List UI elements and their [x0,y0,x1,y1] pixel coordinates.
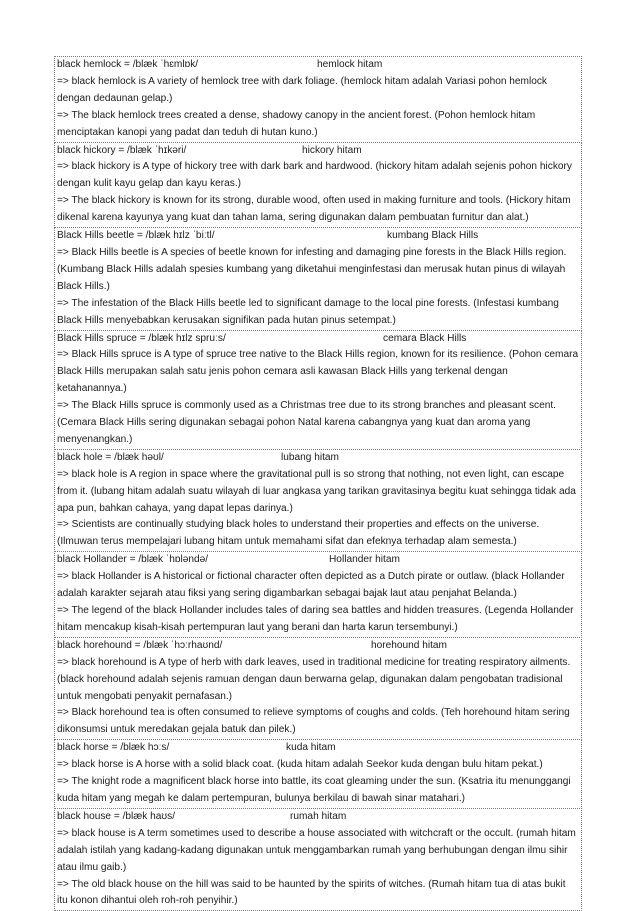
entry-heading [57,228,579,245]
entry-translation: rumah hitam [290,810,347,822]
entry-definition: => black hole is A region in space where the gravitational pull is so strong that nothing, not even light, can escape from it. (lubang hitam adalah suatu wilayah di luar angkasa yang tarikan gravitasinya begitu kuat sehingga tidak ada apa pun, bahkan cahaya, yang dapat lepas darinya.) [57,468,576,514]
entry-black-hemlock [54,56,582,143]
entry-heading [57,57,579,74]
entry-translation: hickory hitam [302,144,362,156]
entry-example: => The Black Hills spruce is commonly used as a Christmas tree due to its strong branches and pleasant scent. (Cemara Black Hills sering digunakan sebagai pohon Natal karena cabangnya yang kuat dan aroma yang menyenangkan.) [57,400,556,445]
entry-term: black hickory = /blæk ˈhɪkəri/ [57,144,187,156]
entry-translation: kuda hitam [286,742,336,754]
entry-black-hickory [54,142,582,229]
entry-black-house [54,808,582,911]
entry-term: Black Hills spruce = /blæk hɪlz spruːs/ [57,332,226,344]
entry-translation: kumbang Black Hills [387,230,479,242]
entry-translation: Hollander hitam [329,554,400,566]
entry-definition: => black Hollander is A historical or fictional character often depicted as a Dutch pirate or outlaw. (black Hollander adalah karakter sejarah atau fiksi yang sering digambarkan sebagai bajak laut atau penjahat Belanda.) [57,571,565,600]
entry-term: black hemlock = /blæk ˈhɛmlɒk/ [57,59,199,70]
entry-definition: => black hemlock is A variety of hemlock tree with dark foliage. (hemlock hitam adalah Variasi pohon hemlock dengan dedaunan gelap.) [57,75,547,104]
entry-definition: => black horehound is A type of herb with dark leaves, used in traditional medicine for treating respiratory ailments. (black horehound adalah sejenis ramuan dengan daun berwarna gelap, digunakan dalam pengobatan tradisional untuk mengobati penyakit pernafasan.) [57,656,571,702]
entry-definition: => black horse is A horse with a solid black coat. (kuda hitam adalah Seekor kuda dengan bulu hitam pekat.) [57,759,543,771]
entry-example: => The knight rode a magnificent black horse into battle, its coat gleaming under the sun. (Ksatria itu menunggangi kuda hitam yang megah ke dalam pertempuran, bulunya berkilau di bawah sinar matahari.) [57,776,571,804]
entry-translation: hemlock hitam [317,59,383,70]
entry-black-hills-spruce [54,330,582,450]
entry-definition: => black hickory is A type of hickory tree with dark bark and hardwood. (hickory hitam adalah sejenis pohon hickory dengan kulit kayu gelap dan kayu keras.) [57,161,572,190]
entry-translation: cemara Black Hills [383,332,467,344]
entry-definition: => Black Hills spruce is A type of spruce tree native to the Black Hills region, known for its resilience. (Pohon cemara Black Hills merupakan salah satu jenis pohon cemara asli kawasan Black Hills yang terkenal dengan ketahanannya.) [57,349,579,395]
entry-example: => The old black house on the hill was said to be haunted by the spirits of witches. (Rumah hitam tua di atas bukit itu konon dihantui oleh roh-roh penyihir.) [57,878,566,907]
entry-black-hole [54,449,582,552]
entry-term: Black Hills beetle = /blæk hɪlz ˈbiːtl/ [57,230,215,242]
dictionary-page [54,57,582,911]
entry-example: => Black horehound tea is often consumed to relieve symptoms of coughs and colds. (Teh horehound hitam sering dikonsumsi untuk meredakan gejala batuk dan pilek.) [57,707,570,736]
entry-heading [57,638,579,655]
entry-black-hills-beetle [54,227,582,330]
entry-term: black hole = /blæk həʊl/ [57,451,164,463]
entry-heading [57,552,579,569]
entry-term: black house = /blæk haʊs/ [57,810,176,822]
entry-black-hollander [54,551,582,638]
entry-example: => The infestation of the Black Hills beetle led to significant damage to the local pine forests. (Infestasi kumbang Black Hills menyebabkan kerusakan signifikan pada hutan pinus setempat.) [57,297,559,326]
entry-definition: => Black Hills beetle is A species of beetle known for infesting and damaging pine forests in the Black Hills region. (Kumbang Black Hills adalah spesies kumbang yang diketahui menginfestasi dan merusak hutan pinus di wilayah Black Hills.) [57,246,567,292]
entry-black-horse [54,739,582,809]
entry-heading [57,809,579,826]
entry-term: black horehound = /blæk ˈhɔːrhaʊnd/ [57,639,223,651]
entry-example: => The black hemlock trees created a dense, shadowy canopy in the ancient forest. (Pohon hemlock hitam menciptakan kanopi yang padat dan teduh di hutan kuno.) [57,109,536,138]
entry-heading [57,331,579,348]
entry-example: => Scientists are continually studying black holes to understand their properties and effects on the universe. (Ilmuwan terus mempelajari lubang hitam untuk memahami sifat dan efeknya terhadap alam semesta.) [57,519,540,548]
entry-term: black Hollander = /blæk ˈhɒləndə/ [57,554,209,566]
entry-translation: lubang hitam [281,451,339,463]
entry-example: => The legend of the black Hollander includes tales of daring sea battles and hidden treasures. (Legenda Hollander hitam mencakup kisah-kisah pertempuran laut yang berani dan harta karun tersembunyi.) [57,605,574,633]
entry-heading [57,450,579,467]
entry-black-horehound [54,637,582,740]
entry-heading [57,143,579,160]
entry-example: => The black hickory is known for its strong, durable wood, often used in making furniture and tools. (Hickory hitam dikenal karena kayunya yang kuat dan tahan lama, sering digunakan dalam pembuatan furnitur dan alat.) [57,195,571,224]
entry-term: black horse = /blæk hɔːs/ [57,742,170,754]
entry-translation: horehound hitam [371,639,447,651]
entry-heading [57,740,579,757]
entry-definition: => black house is A term sometimes used to describe a house associated with witchcraft or the occult. (rumah hitam adalah istilah yang kadang-kadang digunakan untuk menggambarkan rumah yang berhubungan dengan ilmu sihir atau ilmu gaib.) [57,827,576,873]
